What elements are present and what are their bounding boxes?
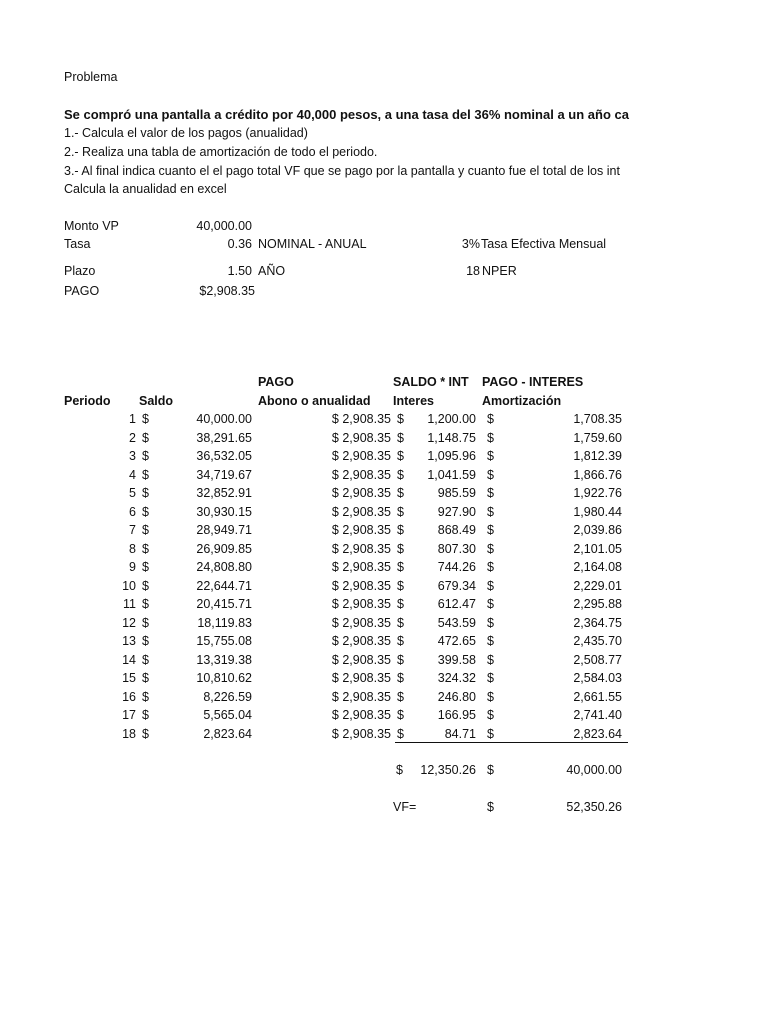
row-interes-currency: $ [397, 727, 404, 741]
row-amort-currency: $ [487, 431, 494, 445]
total-amort-currency: $ [487, 763, 494, 777]
row-periodo: 9 [129, 560, 136, 574]
row-amort-currency: $ [487, 579, 494, 593]
row-periodo: 17 [122, 708, 136, 722]
row-pago: $ 2,908.35 [331, 412, 391, 426]
row-saldo-currency: $ [142, 690, 149, 704]
row-saldo: 38,291.65 [196, 431, 252, 445]
row-amort-currency: $ [487, 542, 494, 556]
row-amort-currency: $ [487, 597, 494, 611]
row-saldo: 26,909.85 [196, 542, 252, 556]
row-saldo-currency: $ [142, 634, 149, 648]
header-amort: Amortización [482, 394, 562, 408]
total-underline [395, 742, 628, 743]
row-interes-currency: $ [397, 412, 404, 426]
row-amort-currency: $ [487, 671, 494, 685]
row-amort-currency: $ [487, 690, 494, 704]
row-interes: 985.59 [437, 486, 476, 500]
row-amort: 2,435.70 [573, 634, 622, 648]
row-interes-currency: $ [397, 505, 404, 519]
row-pago: $ 2,908.35 [331, 542, 391, 556]
row-interes-currency: $ [397, 671, 404, 685]
row-amort: 2,364.75 [573, 616, 622, 630]
row-saldo-currency: $ [142, 597, 149, 611]
row-pago: $ 2,908.35 [331, 671, 391, 685]
header-interes-top: SALDO * INT [393, 375, 469, 389]
row-saldo-currency: $ [142, 468, 149, 482]
row-interes: 1,200.00 [427, 412, 476, 426]
row-saldo: 10,810.62 [196, 671, 252, 685]
row-periodo: 8 [129, 542, 136, 556]
row-amort: 1,812.39 [573, 449, 622, 463]
row-interes-currency: $ [397, 634, 404, 648]
row-saldo-currency: $ [142, 486, 149, 500]
row-periodo: 5 [129, 486, 136, 500]
row-amort: 1,980.44 [573, 505, 622, 519]
row-amort-currency: $ [487, 486, 494, 500]
row-interes: 1,041.59 [427, 468, 476, 482]
row-saldo: 2,823.64 [203, 727, 252, 741]
row-saldo-currency: $ [142, 505, 149, 519]
row-interes-currency: $ [397, 560, 404, 574]
row-periodo: 13 [122, 634, 136, 648]
total-interes-currency: $ [396, 763, 403, 777]
row-pago: $ 2,908.35 [331, 708, 391, 722]
row-saldo-currency: $ [142, 412, 149, 426]
row-pago: $ 2,908.35 [331, 616, 391, 630]
row-periodo: 14 [122, 653, 136, 667]
row-amort-currency: $ [487, 523, 494, 537]
row-interes-currency: $ [397, 690, 404, 704]
header-interes: Interes [393, 394, 434, 408]
row-saldo-currency: $ [142, 653, 149, 667]
row-amort: 2,295.88 [573, 597, 622, 611]
row-pago: $ 2,908.35 [331, 523, 391, 537]
row-interes-currency: $ [397, 449, 404, 463]
row-pago: $ 2,908.35 [331, 449, 391, 463]
row-interes-currency: $ [397, 616, 404, 630]
row-interes: 543.59 [437, 616, 476, 630]
header-pago: Abono o anualidad [258, 394, 371, 408]
row-periodo: 6 [129, 505, 136, 519]
row-periodo: 7 [129, 523, 136, 537]
row-amort-currency: $ [487, 727, 494, 741]
plazo-value: 1.50 [227, 264, 252, 278]
row-saldo-currency: $ [142, 616, 149, 630]
row-interes: 166.95 [437, 708, 476, 722]
row-interes-currency: $ [397, 579, 404, 593]
row-amort-currency: $ [487, 616, 494, 630]
question-4: Calcula la anualidad en excel [64, 182, 227, 196]
problem-label: Problema [64, 70, 118, 84]
row-saldo: 13,319.38 [196, 653, 252, 667]
row-amort: 1,866.76 [573, 468, 622, 482]
row-periodo: 12 [122, 616, 136, 630]
row-saldo: 5,565.04 [203, 708, 252, 722]
tasa-value: 0.36 [227, 237, 252, 251]
row-saldo-currency: $ [142, 523, 149, 537]
row-saldo-currency: $ [142, 579, 149, 593]
row-saldo: 34,719.67 [196, 468, 252, 482]
tasa-desc: NOMINAL - ANUAL [258, 237, 367, 251]
row-pago: $ 2,908.35 [331, 579, 391, 593]
monto-value: 40,000.00 [196, 219, 252, 233]
row-periodo: 15 [122, 671, 136, 685]
row-periodo: 3 [129, 449, 136, 463]
row-pago: $ 2,908.35 [331, 486, 391, 500]
row-saldo-currency: $ [142, 727, 149, 741]
row-amort: 2,823.64 [573, 727, 622, 741]
row-amort: 2,661.55 [573, 690, 622, 704]
tasa-eff-label: Tasa Efectiva Mensual [481, 237, 607, 251]
row-amort: 1,708.35 [573, 412, 622, 426]
row-saldo: 28,949.71 [196, 523, 252, 537]
row-amort-currency: $ [487, 708, 494, 722]
row-periodo: 4 [129, 468, 136, 482]
row-saldo: 8,226.59 [203, 690, 252, 704]
row-pago: $ 2,908.35 [331, 431, 391, 445]
row-interes: 246.80 [437, 690, 476, 704]
row-interes: 399.58 [437, 653, 476, 667]
question-2: 2.- Realiza una tabla de amortización de todo el periodo. [64, 145, 378, 159]
question-1: 1.- Calcula el valor de los pagos (anualidad) [64, 126, 308, 140]
row-amort-currency: $ [487, 505, 494, 519]
row-interes: 1,148.75 [427, 431, 476, 445]
row-pago: $ 2,908.35 [331, 690, 391, 704]
plazo-desc: AÑO [258, 264, 286, 278]
row-amort: 2,039.86 [573, 523, 622, 537]
row-saldo: 18,119.83 [197, 616, 252, 630]
row-amort-currency: $ [487, 449, 494, 463]
row-pago: $ 2,908.35 [331, 727, 391, 741]
row-pago: $ 2,908.35 [331, 468, 391, 482]
row-amort: 2,508.77 [573, 653, 622, 667]
row-pago: $ 2,908.35 [331, 560, 391, 574]
row-amort: 2,229.01 [573, 579, 622, 593]
row-saldo-currency: $ [142, 449, 149, 463]
row-pago: $ 2,908.35 [331, 505, 391, 519]
row-interes: 807.30 [437, 542, 476, 556]
row-saldo: 20,415.71 [196, 597, 252, 611]
row-interes: 472.65 [437, 634, 476, 648]
row-interes: 868.49 [437, 523, 476, 537]
problem-statement: Se compró una pantalla a crédito por 40,000 pesos, a una tasa del 36% nominal a un año ca [64, 107, 629, 122]
nper-label: NPER [482, 264, 517, 278]
header-amort-top: PAGO - INTERES [482, 375, 584, 389]
row-interes-currency: $ [397, 542, 404, 556]
row-periodo: 16 [122, 690, 136, 704]
row-interes-currency: $ [397, 597, 404, 611]
plazo-label: Plazo [64, 264, 96, 278]
vf-label: VF= [393, 800, 417, 814]
row-saldo-currency: $ [142, 542, 149, 556]
row-interes-currency: $ [397, 431, 404, 445]
tasa-eff-value: 3% [461, 237, 480, 251]
row-saldo-currency: $ [142, 431, 149, 445]
question-3: 3.- Al final indica cuanto el el pago total VF que se pago por la pantalla y cuanto fue el total de los int [64, 164, 620, 178]
row-saldo: 30,930.15 [196, 505, 252, 519]
row-periodo: 11 [123, 597, 136, 611]
row-amort-currency: $ [487, 412, 494, 426]
tasa-label: Tasa [64, 237, 91, 251]
total-amort: 40,000.00 [566, 763, 622, 777]
row-saldo-currency: $ [142, 560, 149, 574]
row-saldo: 24,808.80 [196, 560, 252, 574]
header-pago-top: PAGO [258, 375, 294, 389]
row-pago: $ 2,908.35 [331, 597, 391, 611]
row-saldo: 36,532.05 [196, 449, 252, 463]
row-interes: 927.90 [437, 505, 476, 519]
row-interes: 324.32 [437, 671, 476, 685]
row-amort-currency: $ [487, 560, 494, 574]
row-amort: 2,101.05 [573, 542, 622, 556]
row-amort: 1,759.60 [573, 431, 622, 445]
row-interes: 84.71 [444, 727, 476, 741]
vf-currency: $ [487, 800, 494, 814]
row-periodo: 1 [129, 412, 136, 426]
row-saldo: 22,644.71 [196, 579, 252, 593]
row-interes-currency: $ [397, 523, 404, 537]
row-interes: 1,095.96 [427, 449, 476, 463]
total-interes: 12,350.26 [420, 763, 476, 777]
row-pago: $ 2,908.35 [331, 653, 391, 667]
row-interes: 679.34 [437, 579, 476, 593]
row-amort: 2,584.03 [573, 671, 622, 685]
row-saldo: 40,000.00 [196, 412, 252, 426]
nper-value: 18 [466, 264, 480, 278]
row-amort-currency: $ [487, 653, 494, 667]
row-periodo: 18 [122, 727, 136, 741]
row-pago: $ 2,908.35 [331, 634, 391, 648]
row-saldo-currency: $ [142, 671, 149, 685]
row-amort: 1,922.76 [573, 486, 622, 500]
row-interes-currency: $ [397, 468, 404, 482]
vf-value: 52,350.26 [566, 800, 622, 814]
row-interes-currency: $ [397, 653, 404, 667]
row-interes: 612.47 [437, 597, 476, 611]
pago-value: $2,908.35 [199, 284, 255, 298]
row-interes-currency: $ [397, 708, 404, 722]
header-saldo: Saldo [139, 394, 174, 408]
pago-label: PAGO [64, 284, 100, 298]
row-amort-currency: $ [487, 468, 494, 482]
row-saldo-currency: $ [142, 708, 149, 722]
row-periodo: 2 [129, 431, 136, 445]
row-interes-currency: $ [397, 486, 404, 500]
header-periodo: Periodo [64, 394, 111, 408]
row-periodo: 10 [122, 579, 136, 593]
row-saldo: 32,852.91 [196, 486, 252, 500]
row-amort: 2,164.08 [573, 560, 622, 574]
row-amort-currency: $ [487, 634, 494, 648]
row-saldo: 15,755.08 [196, 634, 252, 648]
row-amort: 2,741.40 [573, 708, 622, 722]
monto-label: Monto VP [64, 219, 119, 233]
row-interes: 744.26 [437, 560, 476, 574]
